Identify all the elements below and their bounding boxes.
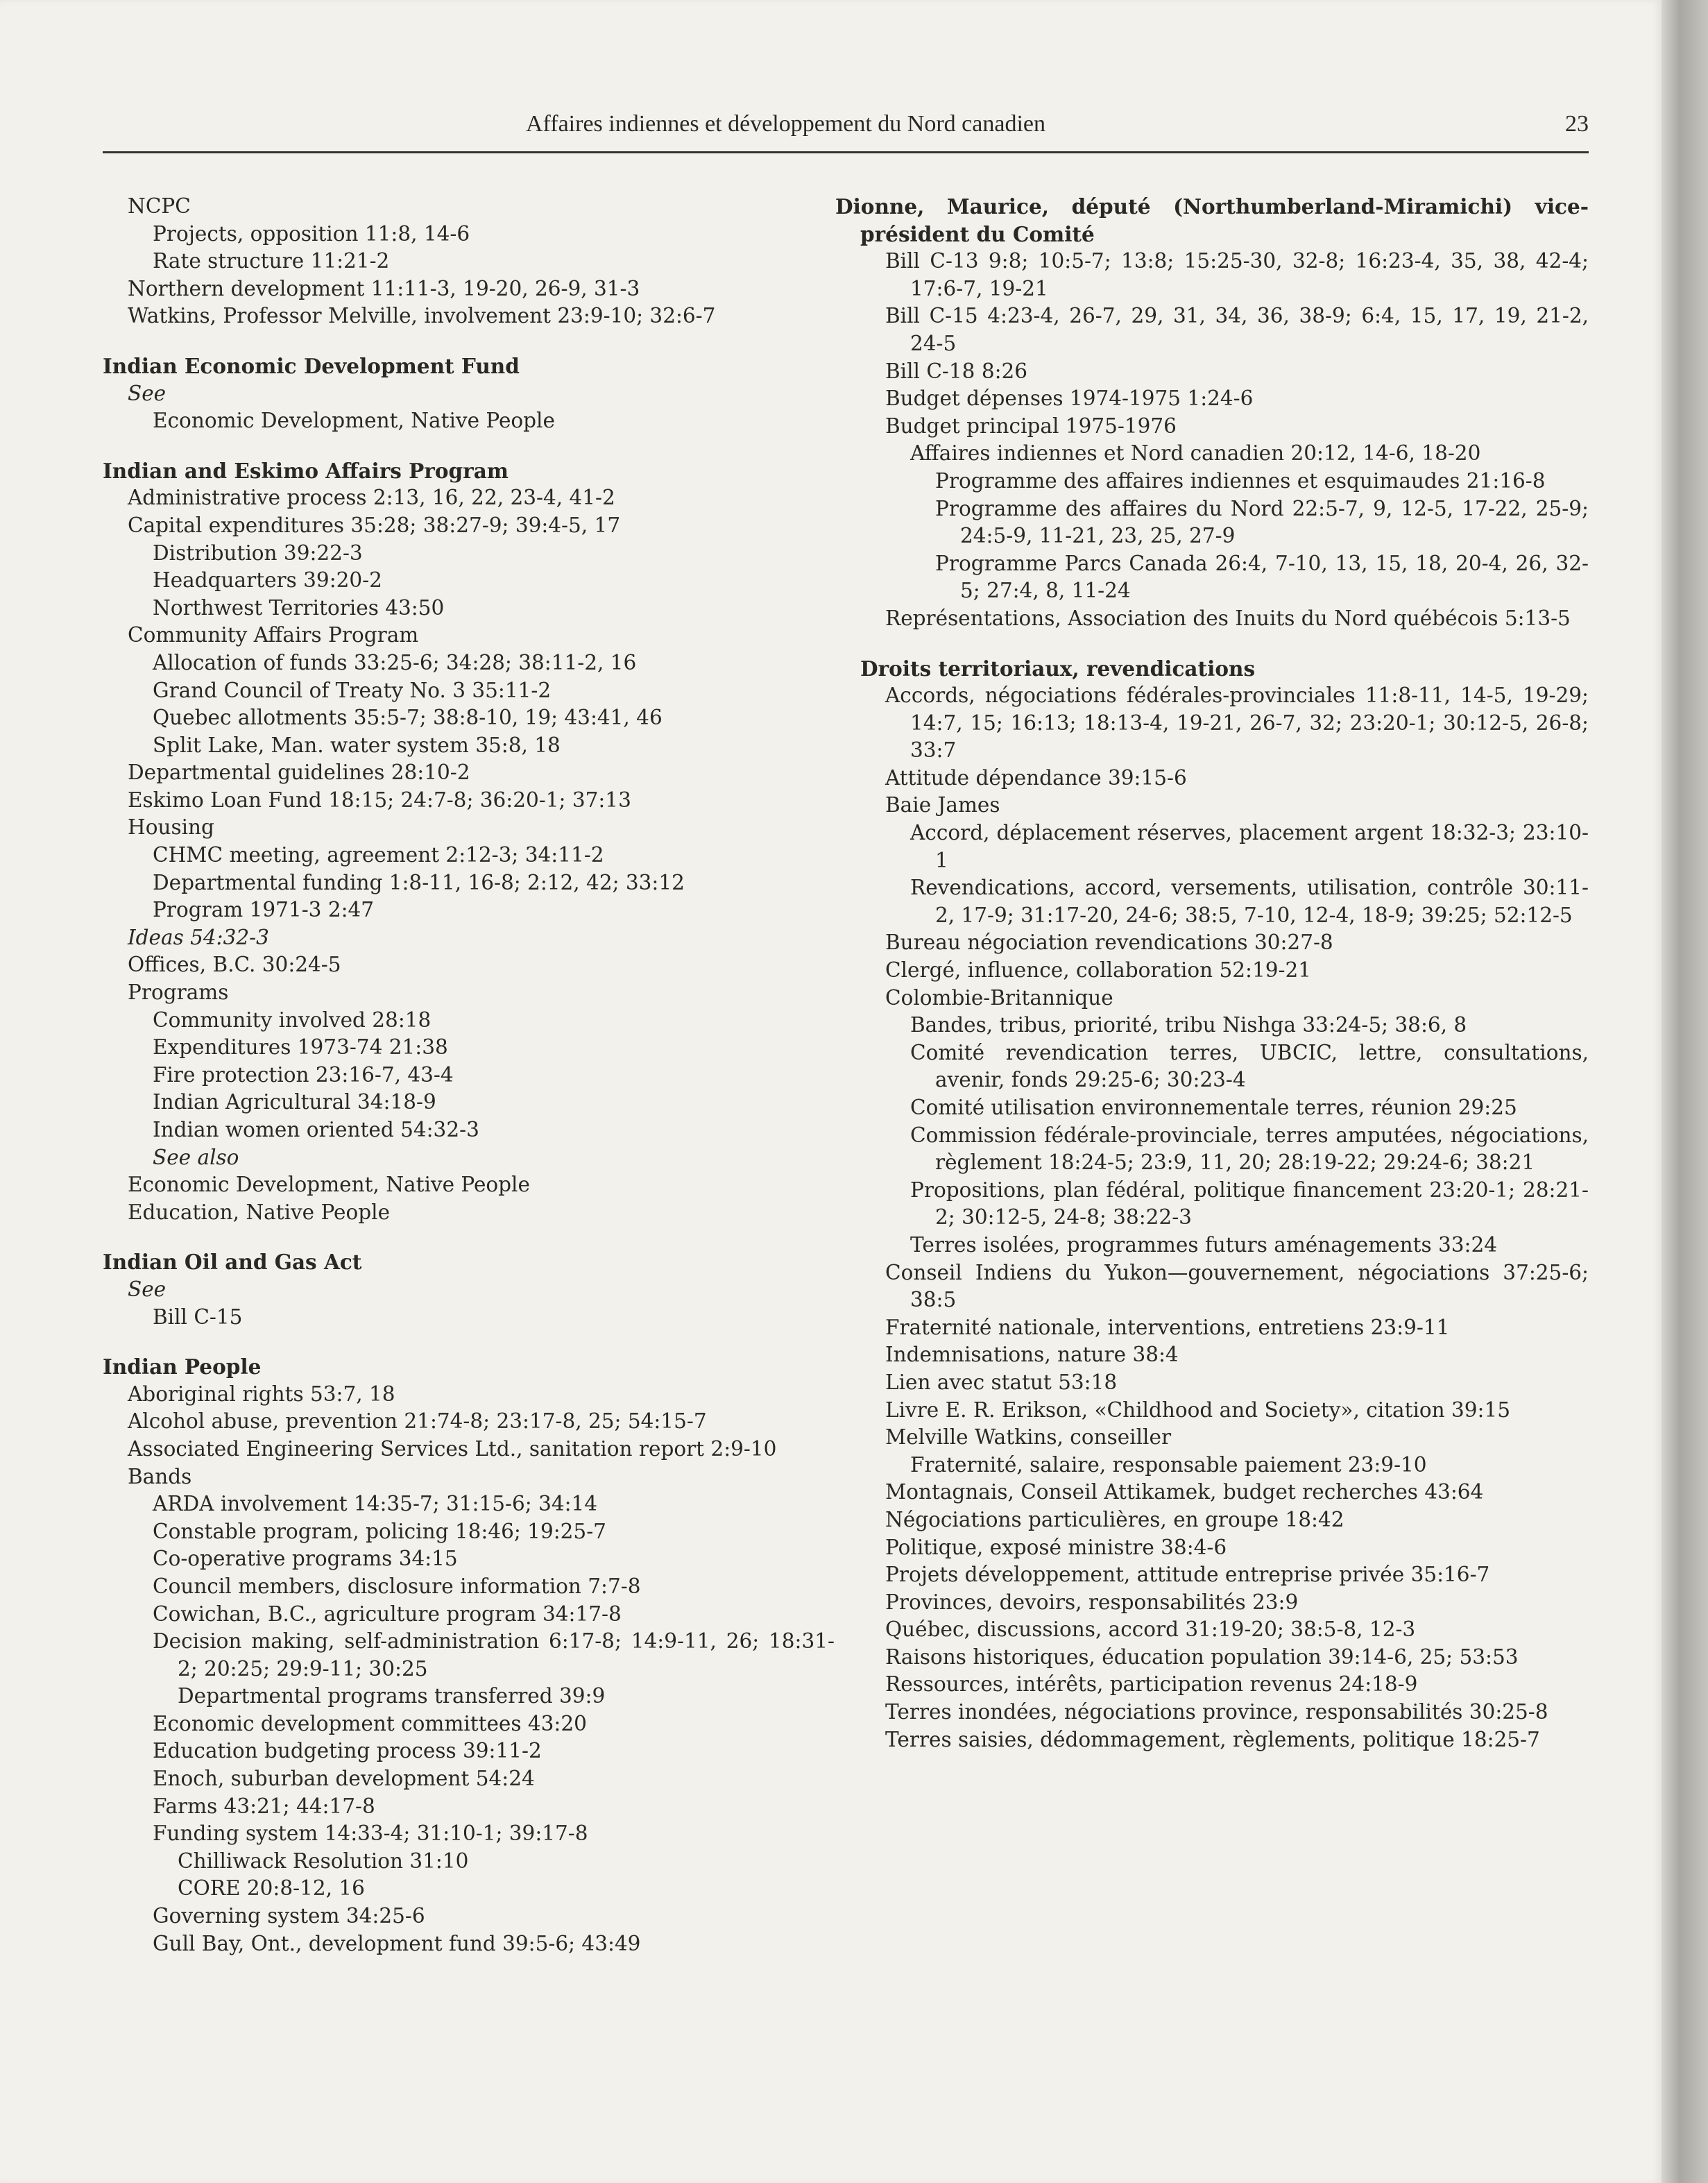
index-entry: Attitude dépendance 39:15-6	[885, 765, 1187, 790]
index-entry: Revendications, accord, versements, utilisation, contrôle 30:11-2, 17-9; 31:17-20, 24-6; 38:5, 7-10, 12-4, 18-9; 39:25; 52:12-5	[910, 876, 1589, 927]
index-entry: Fraternité nationale, interventions, entretiens 23:9-11	[885, 1315, 1450, 1339]
index-entry: Grand Council of Treaty No. 3 35:11-2	[153, 678, 552, 702]
index-heading: Dionne, Maurice, député (Northumberland-Miramichi) vice-président du Comité	[835, 194, 1589, 246]
index-entry: Lien avec statut 53:18	[885, 1370, 1118, 1394]
index-entry: Chilliwack Resolution 31:10	[178, 1849, 469, 1873]
index-entry: Projects, opposition 11:8, 14-6	[153, 221, 470, 246]
index-entry: Split Lake, Man. water system 35:8, 18	[153, 733, 561, 757]
index-entry: Ressources, intérêts, participation revenus 24:18-9	[885, 1672, 1418, 1697]
index-entry: Terres saisies, dédommagement, règlements, politique 18:25-7	[885, 1727, 1540, 1751]
index-entry: Fraternité, salaire, responsable paiement 23:9-10	[910, 1452, 1427, 1477]
index-entry: Expenditures 1973-74 21:38	[153, 1035, 448, 1060]
index-entry: Bill C-18 8:26	[885, 359, 1028, 383]
index-entry: Offices, B.C. 30:24-5	[128, 953, 341, 977]
index-entry: Economic Development, Native People	[128, 1173, 530, 1197]
index-heading: Droits territoriaux, revendications	[860, 656, 1256, 681]
index-entry: Budget principal 1975-1976	[885, 414, 1177, 438]
index-entry: Bandes, tribus, priorité, tribu Nishga 33:24-5; 38:6, 8	[910, 1013, 1467, 1037]
index-entry: Programme des affaires indiennes et esquimaudes 21:16-8	[935, 468, 1546, 493]
index-entry: Melville Watkins, conseiller	[885, 1425, 1172, 1450]
index-entry: Provinces, devoirs, responsabilités 23:9	[885, 1590, 1299, 1614]
entry-spacer	[103, 1331, 835, 1353]
index-entry: Bureau négociation revendications 30:27-8	[885, 931, 1333, 955]
index-entry: See also	[153, 1145, 239, 1169]
index-entry: Fire protection 23:16-7, 43-4	[153, 1062, 454, 1087]
binding-edge	[1662, 0, 1708, 2183]
entry-spacer	[860, 633, 1589, 655]
index-entry: Bands	[128, 1464, 192, 1488]
index-entry: See	[128, 381, 166, 405]
index-heading: Indian Oil and Gas Act	[103, 1250, 362, 1275]
index-entry: Program 1971-3 2:47	[153, 898, 375, 922]
index-entry: Québec, discussions, accord 31:19-20; 38:5-8, 12-3	[885, 1617, 1416, 1642]
index-entry: Education budgeting process 39:11-2	[153, 1739, 542, 1763]
index-entry: Distribution 39:22-3	[153, 541, 363, 565]
index-entry: Baie James	[885, 793, 1000, 817]
index-entry: Comité utilisation environnementale terres, réunion 29:25	[910, 1096, 1517, 1119]
index-entry: Allocation of funds 33:25-6; 34:28; 38:11-2, 16	[153, 650, 637, 674]
index-entry: Raisons historiques, éducation population 39:14-6, 25; 53:53	[885, 1645, 1519, 1669]
index-entry: Constable program, policing 18:46; 19:25-7	[153, 1519, 606, 1543]
index-entry: Commission fédérale-provinciale, terres amputées, négociations, règlement 18:24-5; 23:9, 11, 20; 28:19-22; 29:24-6; 38:21	[910, 1123, 1589, 1175]
index-entry: Rate structure 11:21-2	[153, 249, 390, 273]
index-entry: Watkins, Professor Melville, involvement 23:9-10; 32:6-7	[128, 304, 716, 328]
index-entry: CHMC meeting, agreement 2:12-3; 34:11-2	[153, 843, 604, 867]
index-entry: Politique, exposé ministre 38:4-6	[885, 1535, 1227, 1559]
index-entry: Indemnisations, nature 38:4	[885, 1343, 1179, 1367]
index-entry: Clergé, influence, collaboration 52:19-21	[885, 958, 1311, 983]
index-entry: Ideas 54:32-3	[128, 925, 269, 949]
index-entry: Community Affairs Program	[128, 623, 419, 647]
index-entry: Programme des affaires du Nord 22:5-7, 9, 12-5, 17-22, 25-9; 24:5-9, 11-21, 23, 25, 27-9	[935, 496, 1589, 548]
index-entry: Accords, négociations fédérales-provinciales 11:8-11, 14-5, 19-29; 14:7, 15; 16:13; 18:13-4, 19-21, 26-7, 32; 23:20-1; 30:12-5, 26-8; 33:7	[885, 683, 1589, 763]
index-entry: Community involved 28:18	[153, 1008, 432, 1032]
index-entry: Terres isolées, programmes futurs aménagements 33:24	[910, 1232, 1497, 1257]
index-entry: Terres inondées, négociations province, responsabilités 30:25-8	[885, 1700, 1548, 1724]
right-column	[835, 193, 1589, 1753]
index-entry: See	[128, 1277, 166, 1301]
index-entry: Affaires indiennes et Nord canadien 20:12, 14-6, 18-20	[910, 441, 1481, 466]
index-entry: Gull Bay, Ont., development fund 39:5-6; 43:49	[153, 1931, 641, 1955]
entry-spacer	[103, 435, 835, 457]
index-entry: Council members, disclosure information 7:7-8	[153, 1574, 641, 1598]
index-entry: Farms 43:21; 44:17-8	[153, 1794, 375, 1818]
index-entry: Bill C-15 4:23-4, 26-7, 29, 31, 34, 36, 38-9; 6:4, 15, 17, 19, 21-2, 24-5	[885, 304, 1589, 355]
index-entry: Education, Native People	[128, 1200, 391, 1224]
index-entry: Headquarters 39:20-2	[153, 568, 382, 593]
index-entry: Enoch, suburban development 54:24	[153, 1767, 535, 1791]
index-entry: Northwest Territories 43:50	[153, 595, 445, 620]
index-entry: Governing system 34:25-6	[153, 1904, 425, 1928]
index-entry: Montagnais, Conseil Attikamek, budget recherches 43:64	[885, 1480, 1484, 1504]
entry-spacer	[103, 330, 835, 352]
index-entry: Economic Development, Native People	[153, 409, 555, 433]
index-entry: Departmental programs transferred 39:9	[178, 1684, 606, 1708]
index-entry: Cowichan, B.C., agriculture program 34:17-8	[153, 1602, 622, 1626]
index-entry: Departmental guidelines 28:10-2	[128, 761, 470, 785]
index-entry: Administrative process 2:13, 16, 22, 23-4, 41-2	[128, 486, 615, 510]
index-entry: Aboriginal rights 53:7, 18	[128, 1382, 395, 1406]
index-entry: Conseil Indiens du Yukon—gouvernement, négociations 37:25-6; 38:5	[885, 1260, 1589, 1312]
page-number: 23	[1565, 111, 1589, 137]
index-entry: Bill C-15	[153, 1305, 243, 1329]
entry-spacer	[103, 1226, 835, 1248]
index-entry: Economic development committees 43:20	[153, 1711, 587, 1735]
index-entry: Northern development 11:11-3, 19-20, 26-9, 31-3	[128, 276, 640, 300]
index-entry: Quebec allotments 35:5-7; 38:8-10, 19; 43:41, 46	[153, 706, 663, 730]
index-entry: Capital expenditures 35:28; 38:27-9; 39:4-5, 17	[128, 513, 621, 537]
index-entry: Funding system 14:33-4; 31:10-1; 39:17-8	[153, 1821, 588, 1846]
index-entry: Projets développement, attitude entreprise privée 35:16-7	[885, 1563, 1490, 1587]
index-entry: Programme Parcs Canada 26:4, 7-10, 13, 15, 18, 20-4, 26, 32-5; 27:4, 8, 11-24	[935, 551, 1589, 603]
index-heading: Indian People	[103, 1354, 262, 1379]
index-entry: Associated Engineering Services Ltd., sanitation report 2:9-10	[128, 1436, 777, 1461]
index-entry: Indian women oriented 54:32-3	[153, 1118, 479, 1141]
index-entry: Co-operative programs 34:15	[153, 1547, 458, 1571]
index-entry: Comité revendication terres, UBCIC, lettre, consultations, avenir, fonds 29:25-6; 30:23-4	[910, 1040, 1589, 1092]
index-entry: Propositions, plan fédéral, politique financement 23:20-1; 28:21-2; 30:12-5, 24-8; 38:22-3	[910, 1178, 1589, 1230]
running-title: Affaires indiennes et développement du Nord canadien	[526, 111, 1045, 137]
index-entry: Departmental funding 1:8-11, 16-8; 2:12, 42; 33:12	[153, 870, 685, 894]
index-heading: Indian Economic Development Fund	[103, 353, 520, 378]
index-entry: Livre E. R. Erikson, «Childhood and Society», citation 39:15	[885, 1398, 1511, 1422]
index-entry: Colombie-Britannique	[885, 985, 1113, 1010]
index-entry: Alcohol abuse, prevention 21:74-8; 23:17-8, 25; 54:15-7	[128, 1409, 707, 1434]
index-heading: Indian and Eskimo Affairs Program	[103, 458, 509, 483]
index-entry: Decision making, self-administration 6:17-8; 14:9-11, 26; 18:31-2; 20:25; 29:9-11; 30:25	[153, 1629, 835, 1681]
index-entry: CORE 20:8-12, 16	[178, 1876, 365, 1901]
index-entry: Housing	[128, 815, 214, 840]
index-entry: NCPC	[128, 194, 191, 218]
index-entry: Programs	[128, 980, 229, 1005]
left-column	[103, 193, 835, 1957]
header-rule	[103, 151, 1589, 153]
index-entry: ARDA involvement 14:35-7; 31:15-6; 34:14	[153, 1492, 598, 1516]
page-header	[103, 111, 1589, 153]
index-entry: Budget dépenses 1974-1975 1:24-6	[885, 387, 1254, 411]
index-entry: Eskimo Loan Fund 18:15; 24:7-8; 36:20-1; 37:13	[128, 788, 631, 812]
index-entry: Négociations particulières, en groupe 18:42	[885, 1507, 1344, 1531]
index-entry: Accord, déplacement réserves, placement argent 18:32-3; 23:10-1	[910, 821, 1589, 872]
index-entry: Indian Agricultural 34:18-9	[153, 1090, 436, 1114]
index-entry: Bill C-13 9:8; 10:5-7; 13:8; 15:25-30, 32-8; 16:23-4, 35, 38, 42-4; 17:6-7, 19-21	[885, 249, 1589, 300]
index-entry: Représentations, Association des Inuits du Nord québécois 5:13-5	[885, 606, 1571, 630]
